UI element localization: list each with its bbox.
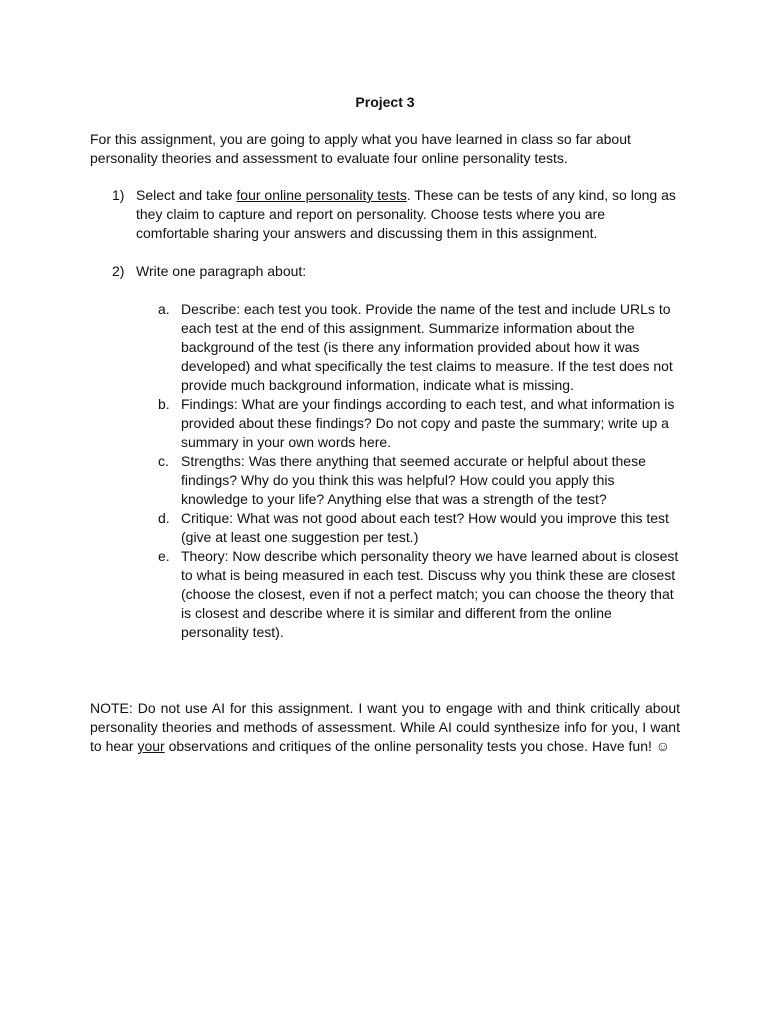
step-2-text: Write one paragraph about: — [136, 263, 307, 279]
step-1-number: 1) — [112, 187, 125, 203]
subitem-letter: b. — [158, 396, 170, 412]
subitem-text: Critique: What was not good about each test? How would you improve this test (give at least one suggestion per test.) — [181, 510, 669, 545]
page-title: Project 3 — [355, 94, 415, 110]
step-1-text-before: Select and take — [136, 187, 237, 203]
note-paragraph — [90, 699, 680, 756]
subitem-strengths — [158, 452, 680, 509]
subitem-letter: e. — [158, 548, 170, 564]
step-1-text-after: . These can be tests of any kind, so long as they claim to capture and report on personality. Choose tests where you are comfortable sharing your answers and discussing them in this assignment. — [136, 187, 676, 241]
note-text-after: observations and critiques of the online personality tests you chose. Have fun! ☺ — [164, 738, 671, 754]
subitem-letter: d. — [158, 510, 170, 526]
step-1-underlined: four online personality tests — [236, 187, 407, 203]
step-2-number: 2) — [112, 263, 125, 279]
step-2 — [90, 262, 680, 281]
subitem-critique — [158, 509, 680, 547]
subitem-text: Strengths: Was there anything that seemed accurate or helpful about these findings? Why do you think this was helpful? How could you apply this knowledge to your life? Anything else that was a strength of the test? — [181, 453, 646, 507]
subitem-letter: a. — [158, 301, 170, 317]
subitem-text: Findings: What are your findings according to each test, and what information is provided about these findings? Do not copy and paste the summary; write up a summary in your own words here. — [181, 396, 675, 450]
subitem-text: Theory: Now describe which personality theory we have learned about is closest to what is being measured in each test. Discuss why you think these are closest (choose the closest, even if not a perfect match; you can choose the theory that is closest and describe where it is similar and different from the online personality test). — [181, 548, 679, 640]
note-text-before: NOTE: Do not use AI for this assignment. I want you to engage with and think critically about personality theories and methods of assessment. While AI could synthesize info for you, I want to hear — [90, 700, 680, 754]
subitem-theory — [158, 547, 680, 642]
step-2-subitems — [90, 300, 680, 642]
step-1 — [90, 186, 680, 243]
subitem-letter: c. — [158, 453, 169, 469]
subitem-describe — [158, 300, 680, 395]
document-body — [90, 93, 680, 756]
note-underlined: your — [137, 738, 165, 754]
subitem-findings — [158, 395, 680, 452]
subitem-text: Describe: each test you took. Provide the name of the test and include URLs to each test at the end of this assignment. Summarize information about the background of the test (is there any information provided about how it was developed) and what specifically the test claims to measure. If the test does not provide much background information, indicate what is missing. — [181, 301, 673, 393]
intro-paragraph: For this assignment, you are going to apply what you have learned in class so far about personality theories and assessment to evaluate four online personality tests. — [90, 131, 631, 166]
